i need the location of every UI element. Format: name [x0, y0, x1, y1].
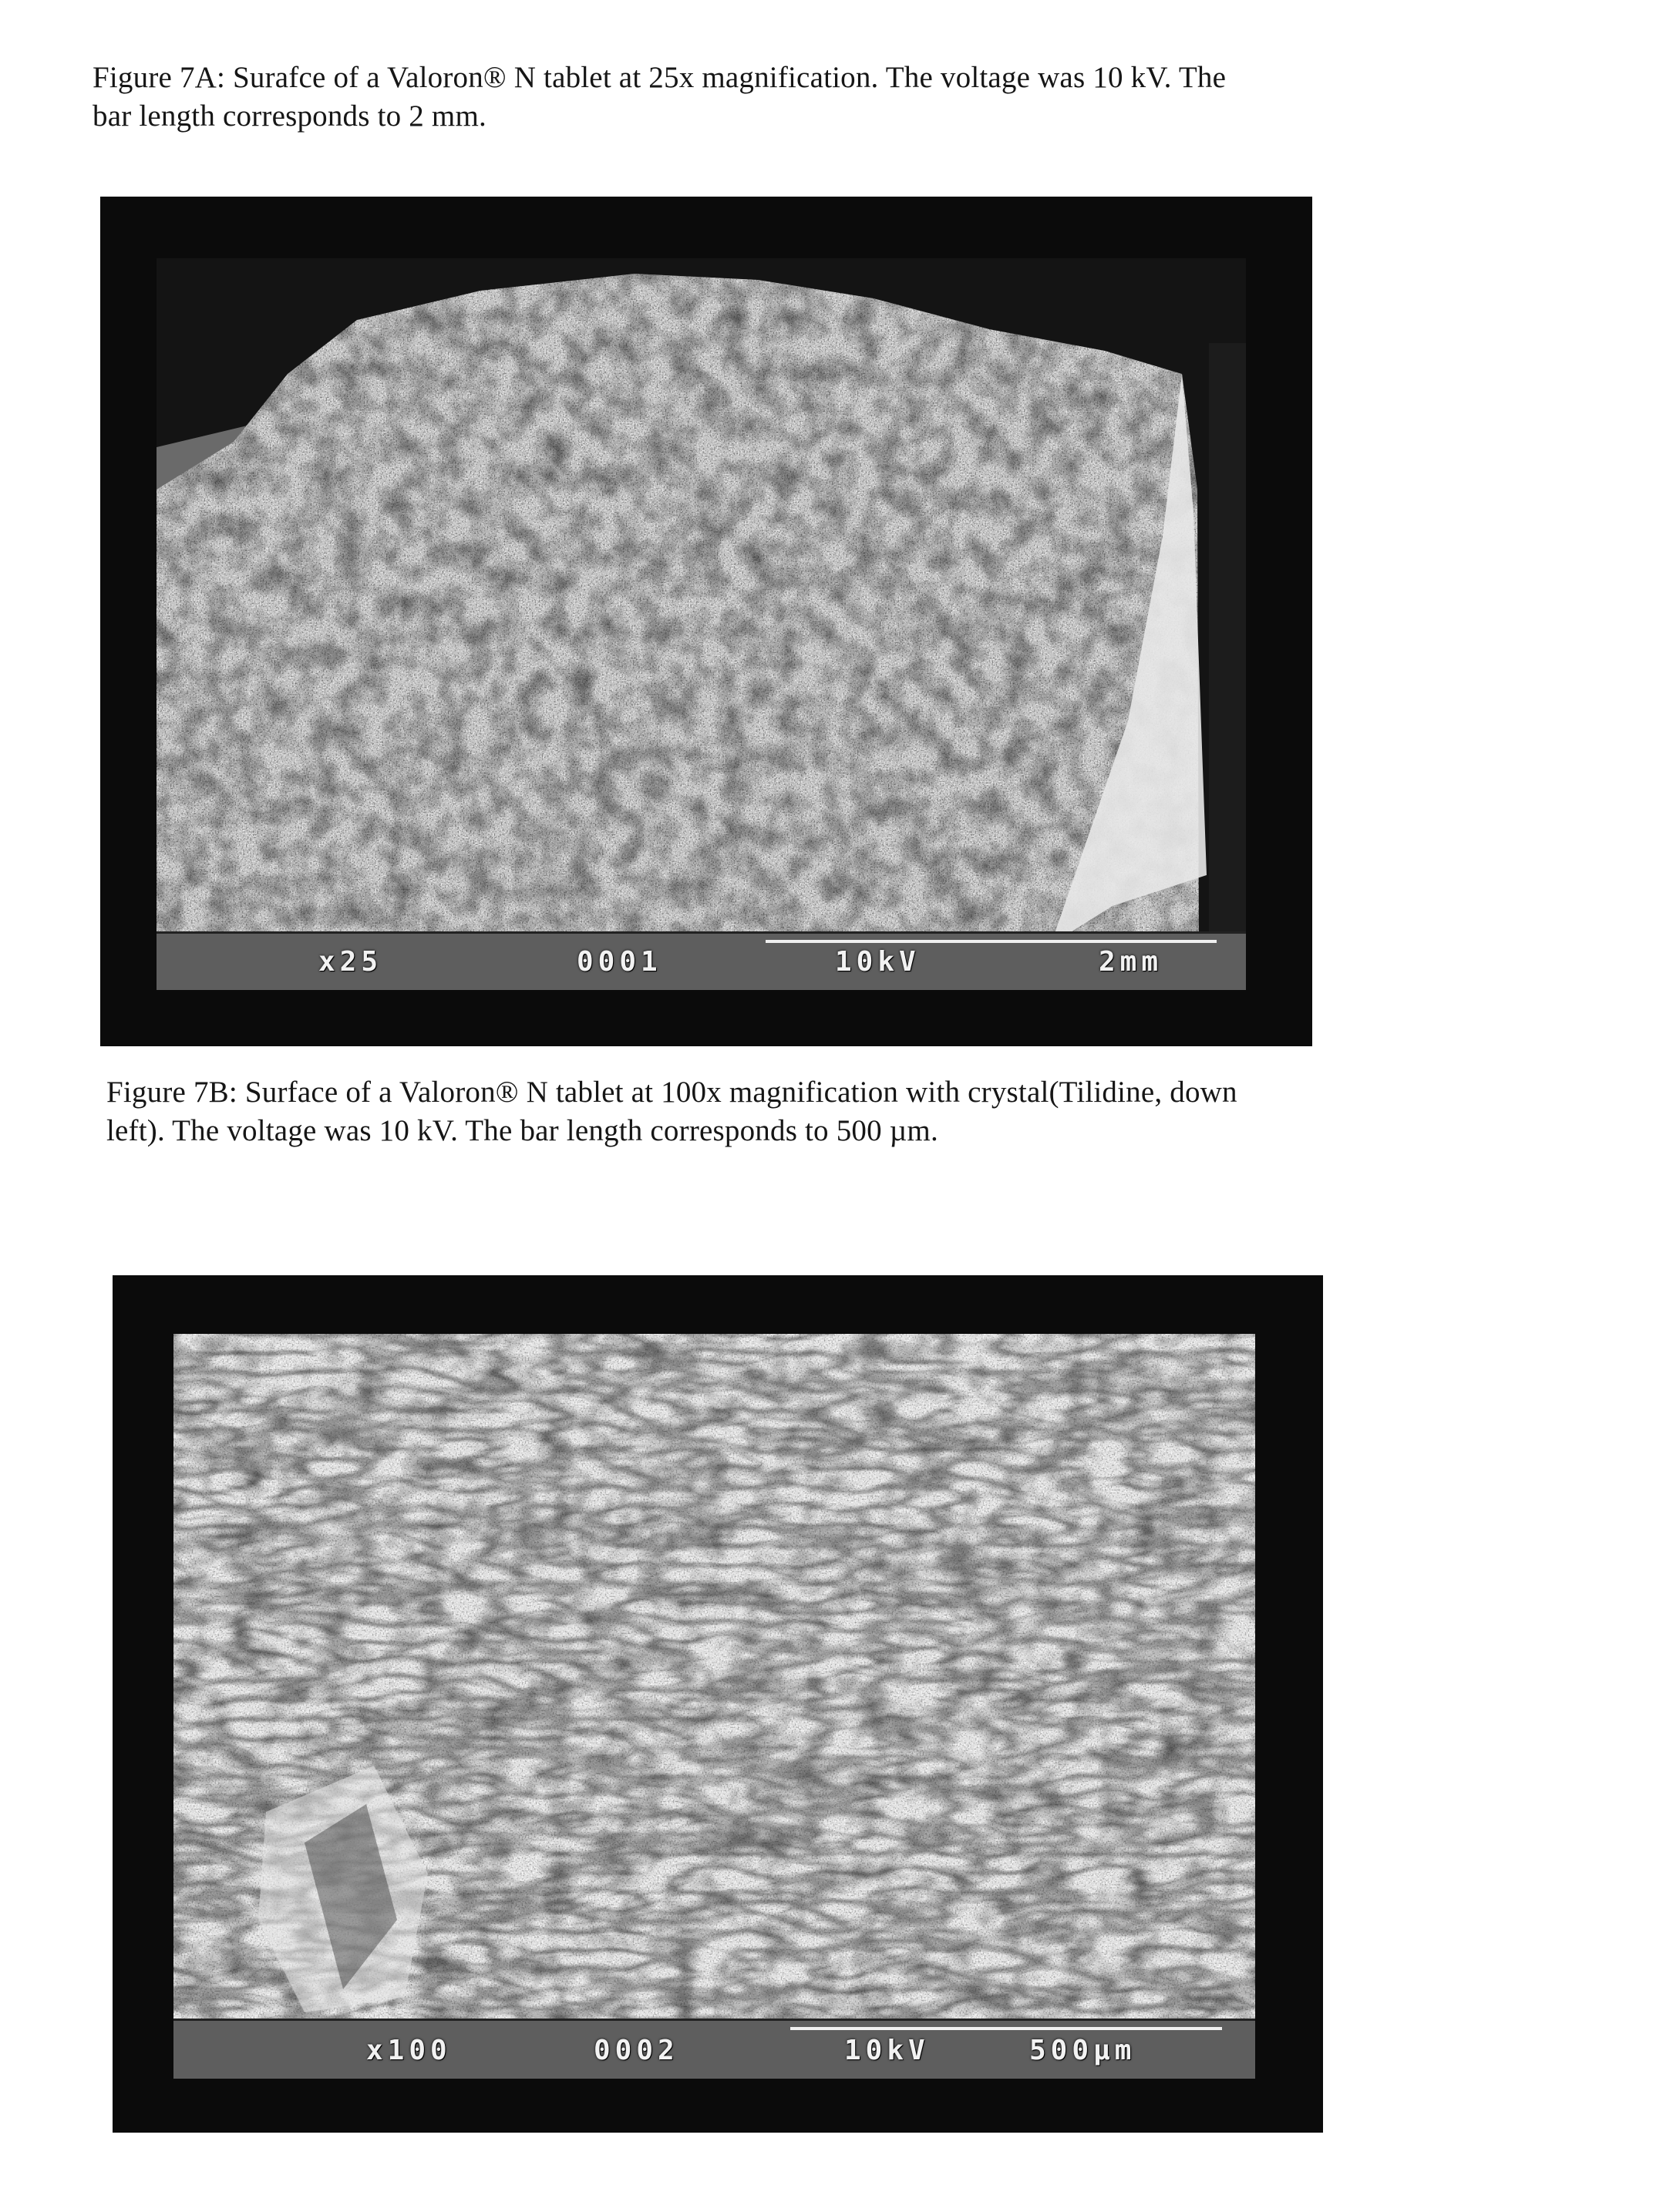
figure-7a-sem-databar — [157, 931, 1246, 990]
figure-7b-caption-line-2: left). The voltage was 10 kV. The bar length corresponds to 500 µm. — [106, 1114, 938, 1147]
figure-7a-image-number: 0001 — [577, 946, 662, 978]
figure-7b-voltage: 10kV — [844, 2035, 930, 2066]
figure-7a-caption-line-2: bar length corresponds to 2 mm. — [93, 99, 486, 133]
figure-7b-scale-bar — [790, 2027, 1222, 2030]
figure-7b-caption — [106, 1073, 1237, 1150]
figure-7a-voltage: 10kV — [835, 946, 921, 978]
figure-7b-sem-databar — [173, 2019, 1255, 2079]
figure-7b-image-number: 0002 — [594, 2035, 679, 2066]
figure-7b-caption-line-1: Figure 7B: Surface of a Valoron® N tablet at 100x magnification with crystal(Tilidine, down — [106, 1076, 1237, 1109]
figure-7b-sem-micrograph — [173, 1334, 1255, 2074]
figure-7a-scale-label: 2mm — [1099, 946, 1163, 978]
figure-7a-caption — [93, 59, 1226, 136]
figure-7b-magnification: x100 — [366, 2035, 452, 2066]
figure-7a-magnification: x25 — [318, 946, 383, 978]
figure-7a-caption-line-1: Figure 7A: Surafce of a Valoron® N tablet at 25x magnification. The voltage was 10 kV. The — [93, 61, 1227, 94]
figure-7a-scale-bar — [766, 940, 1217, 943]
figure-7a-sem-micrograph — [157, 258, 1246, 961]
figure-7b-scale-label: 500µm — [1029, 2035, 1136, 2066]
